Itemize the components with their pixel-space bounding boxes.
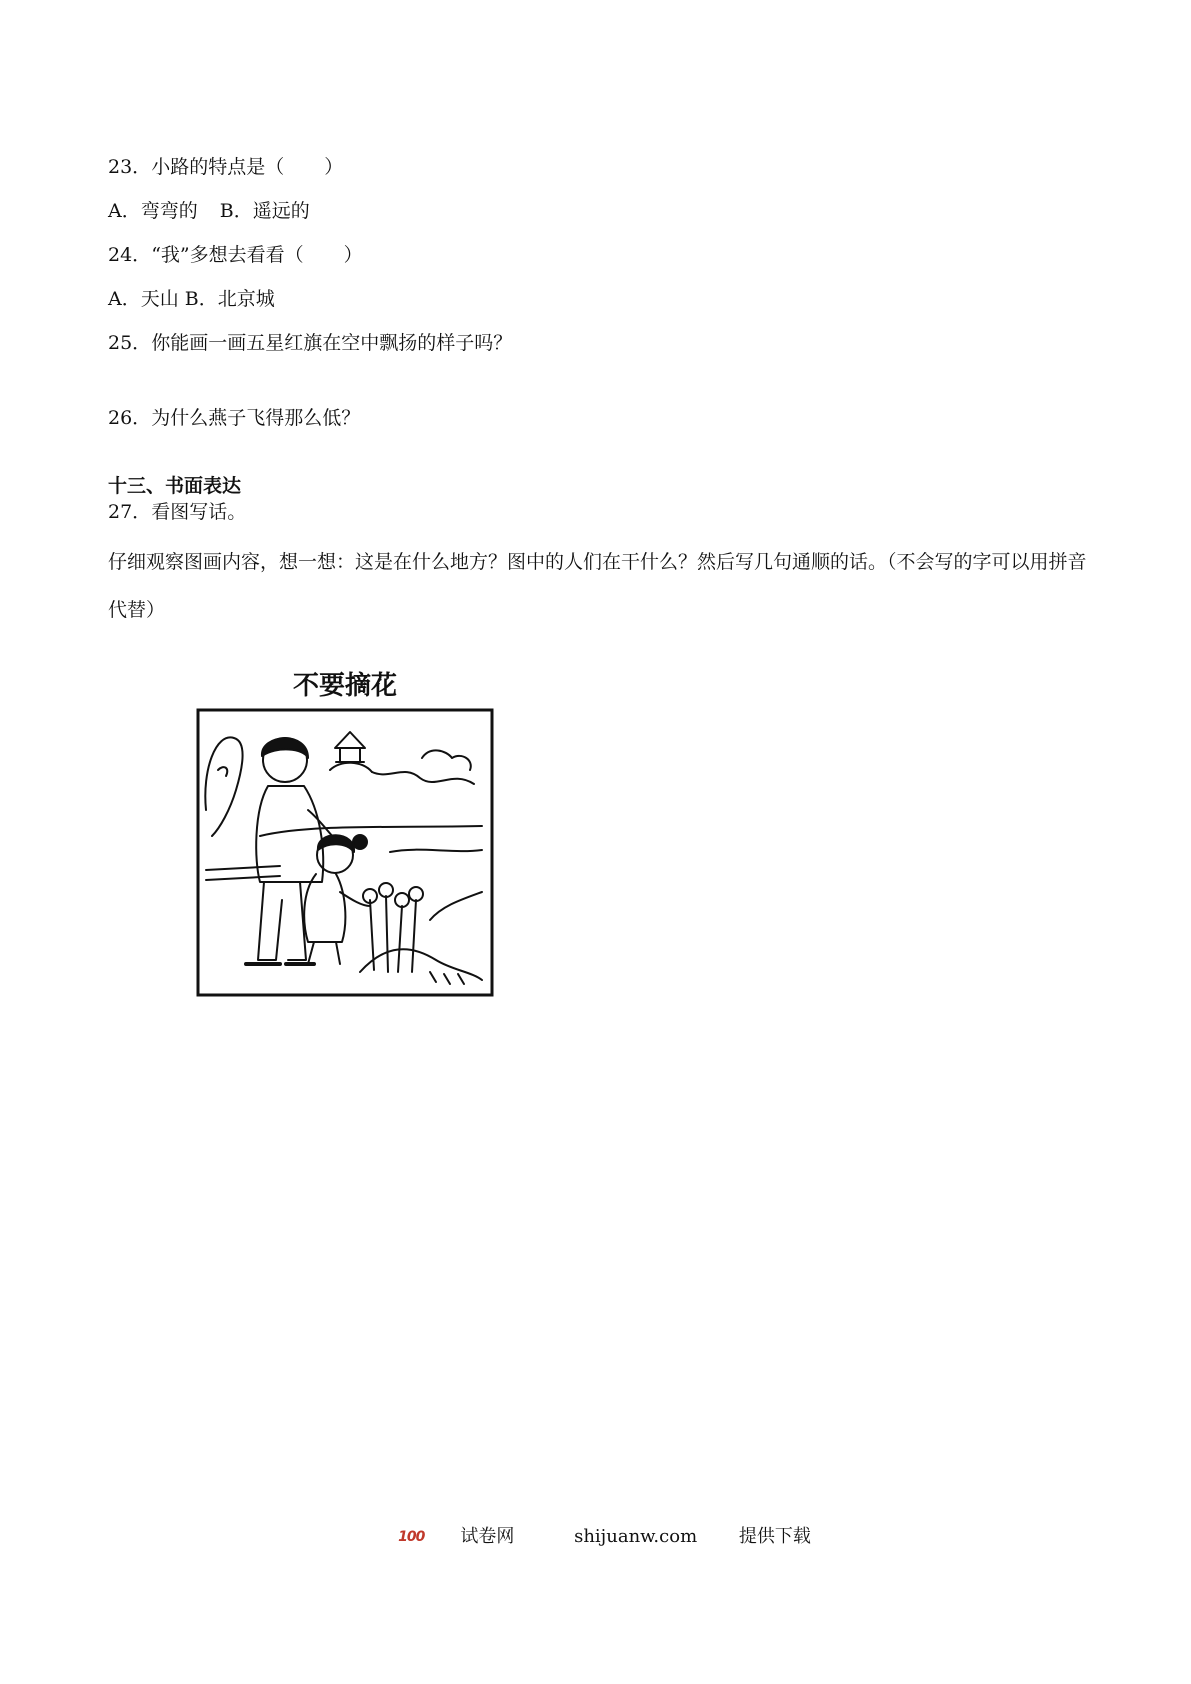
question-text: “我”多想去看看（: [151, 244, 304, 266]
picture-scene: [205, 732, 482, 984]
logo-icon: 100: [398, 1529, 425, 1545]
question-number: 26．: [108, 407, 152, 429]
question-24: [108, 243, 363, 267]
question-number: 23．: [108, 156, 152, 178]
question-23-options: [108, 199, 310, 223]
option-a: A．弯弯的: [108, 200, 198, 222]
question-number: 24．: [108, 244, 152, 266]
question-number: 27．: [108, 501, 152, 523]
question-text: 小路的特点是（: [151, 156, 285, 178]
question-text: 你能画一画五星红旗在空中飘扬的样子吗？: [151, 332, 513, 354]
section-heading: 十三、书面表达: [108, 475, 242, 497]
question-text: 为什么燕子飞得那么低？: [151, 407, 361, 429]
site-logo: [380, 1525, 532, 1549]
question-27: [108, 500, 246, 524]
question-23: [108, 155, 343, 179]
site-name: 试卷网: [460, 1526, 515, 1547]
question-text: 看图写话。: [151, 501, 247, 523]
question-24-options: [108, 287, 275, 311]
illustration-picture: [190, 660, 500, 1005]
question-26: [108, 406, 360, 430]
question-number: 25．: [108, 332, 152, 354]
question-25: [108, 331, 512, 355]
site-domain-link[interactable]: shijuanw.com: [574, 1526, 698, 1547]
picture-title: 不要摘花: [292, 671, 398, 701]
question-close: ）: [324, 156, 344, 178]
question-close: ）: [343, 244, 363, 266]
option-b: B．遥远的: [219, 200, 310, 222]
writing-instruction: 仔细观察图画内容，想一想：这是在什么地方？图中的人们在干什么？然后写几句通顺的话。（不会写的字可以用拼音代替）: [108, 551, 1087, 621]
footer-note: 提供下载: [738, 1526, 811, 1547]
page-footer: [0, 1525, 1191, 1549]
option-a: A．天山: [108, 288, 179, 310]
option-b: B．北京城: [184, 288, 275, 310]
